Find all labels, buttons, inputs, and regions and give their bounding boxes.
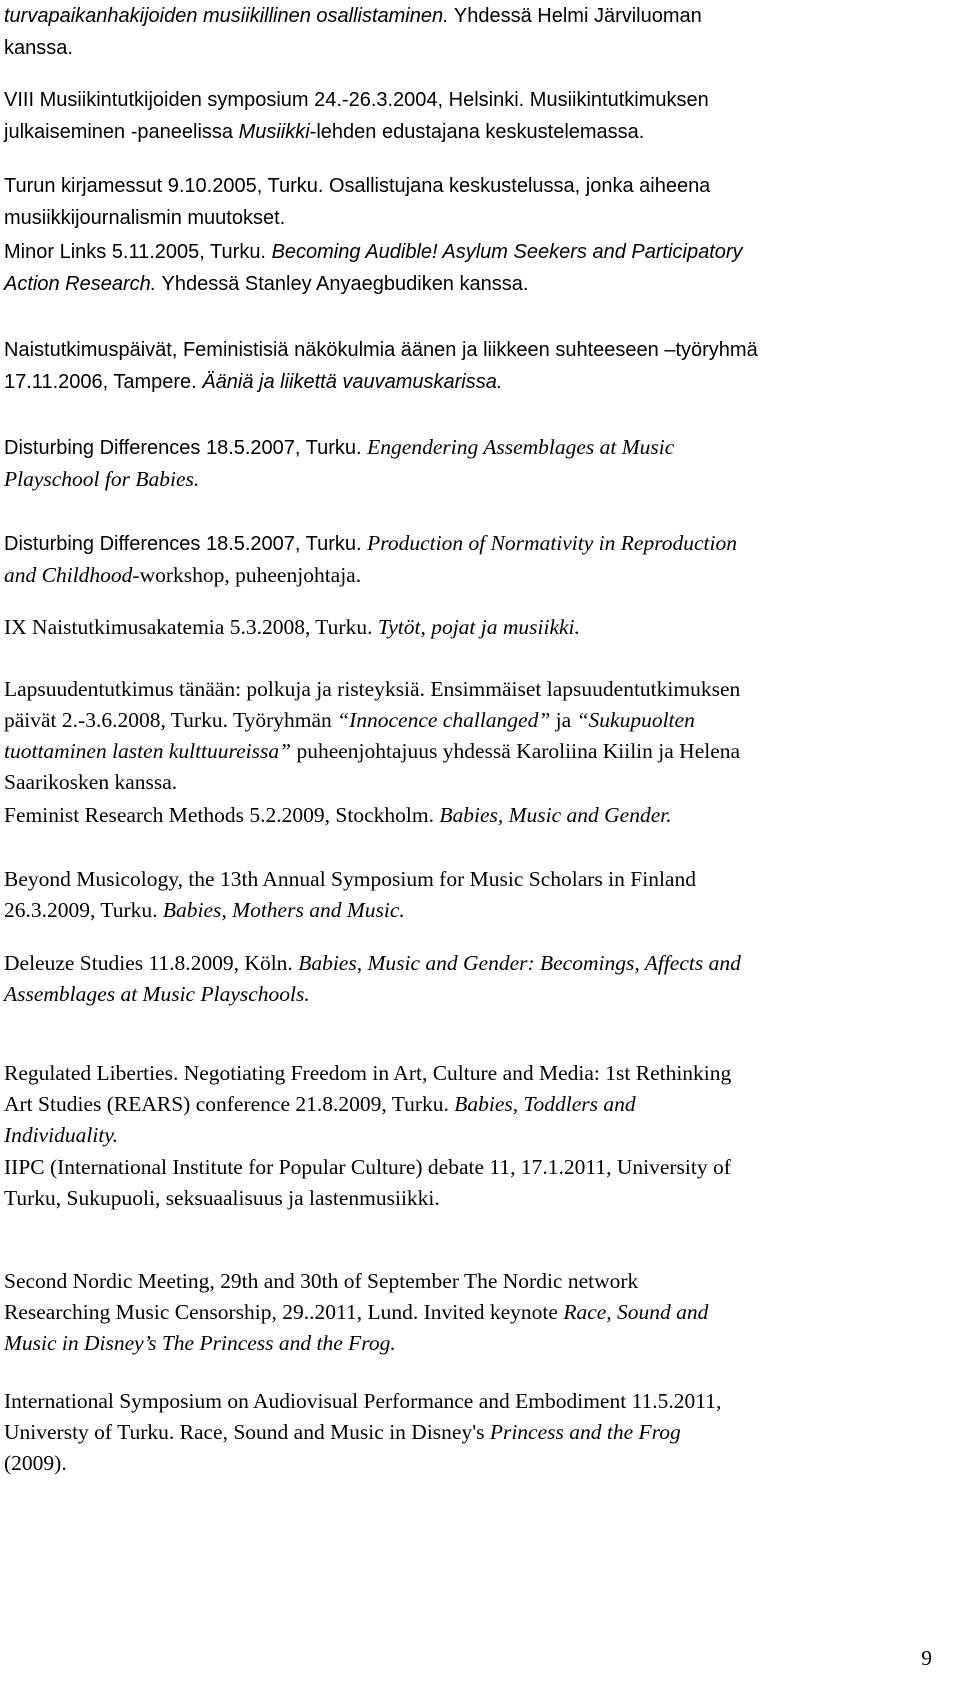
entry-line [4, 736, 959, 767]
entry-line [4, 116, 959, 148]
entry-line [4, 236, 959, 268]
entry-line [4, 1386, 959, 1417]
entry-line [4, 948, 959, 979]
entry-line [4, 864, 959, 895]
italic-title-text: turvapaikanhakijoiden musiikillinen osallistaminen. [4, 5, 449, 27]
entry-text: Beyond Musicology, the 13th Annual Symposium for Music Scholars in Finland [4, 867, 696, 891]
italic-title-text: Music in Disney’s The Princess and the Frog. [4, 1331, 396, 1355]
entry-line [4, 560, 959, 591]
italic-title-text: Babies, Music and Gender: Becomings, Affects and [298, 951, 741, 975]
entry-text: kanssa. [4, 37, 73, 59]
entry-line [4, 202, 959, 234]
entry-line [4, 1417, 959, 1448]
entry-text: päivät 2.-3.6.2008, Turku. Työryhmän [4, 708, 338, 732]
entry-text: Lapsuudentutkimus tänään: polkuja ja risteyksiä. Ensimmäiset lapsuudentutkimuksen [4, 677, 741, 701]
entry-text: Minor Links 5.11.2005, Turku. [4, 241, 272, 263]
conference-entry [4, 432, 959, 495]
entry-line [4, 1120, 959, 1151]
conference-entry [4, 84, 959, 148]
entry-line [4, 464, 959, 495]
italic-title-text: Engendering Assemblages at Music [367, 435, 675, 459]
entry-text: Deleuze Studies 11.8.2009, Köln. [4, 951, 299, 975]
entry-text: Universty of Turku. Race, Sound and Music in Disney's [4, 1420, 490, 1444]
entry-line [4, 979, 959, 1010]
conference-entry [4, 864, 959, 926]
entry-line [4, 84, 959, 116]
conference-entry [4, 528, 959, 591]
conference-entry [4, 1386, 959, 1479]
entry-text: Art Studies (REARS) conference 21.8.2009, Turku. [4, 1092, 455, 1116]
conference-entry [4, 1058, 959, 1151]
entry-text: (2009). [4, 1451, 67, 1475]
entry-line [4, 800, 959, 831]
conference-entry [4, 674, 959, 798]
italic-title-text: Princess and the Frog [489, 1420, 681, 1444]
entry-line [4, 705, 959, 736]
entry-text: 26.3.2009, Turku. [4, 898, 163, 922]
entry-text: Naistutkimuspäivät, Feministisiä näkökulmia äänen ja liikkeen suhteeseen –työryhmä [4, 339, 758, 361]
conference-entry [4, 236, 959, 300]
italic-title-text: Babies, Mothers and Music. [162, 898, 405, 922]
entry-line [4, 612, 959, 643]
entry-line [4, 528, 959, 560]
entry-text: Disturbing Differences 18.5.2007, Turku. [4, 533, 368, 555]
conference-entry [4, 948, 959, 1010]
italic-title-text: Playschool for Babies. [4, 467, 200, 491]
italic-title-text: Assemblages at Music Playschools. [4, 982, 310, 1006]
entry-line [4, 1448, 959, 1479]
entry-line [4, 1152, 959, 1183]
entry-line [4, 32, 959, 64]
entry-text: -workshop, puheenjohtaja. [132, 563, 362, 587]
entry-text: IX Naistutkimusakatemia 5.3.2008, Turku. [4, 615, 378, 639]
entry-text: julkaiseminen -paneelissa [4, 121, 239, 143]
italic-title-text: Action Research. [4, 273, 157, 295]
entry-text: Yhdessä Stanley Anyaegbudiken kanssa. [156, 273, 529, 295]
entry-line [4, 170, 959, 202]
entry-text: Feminist Research Methods 5.2.2009, Stockholm. [4, 803, 440, 827]
italic-title-text: Tytöt, pojat ja musiikki. [377, 615, 580, 639]
entry-text: IIPC (International Institute for Popular Culture) debate 11, 17.1.2011, University of [4, 1155, 731, 1179]
entry-text: Saarikosken kanssa. [4, 770, 178, 794]
entry-line [4, 674, 959, 705]
page-number: 9 [921, 1646, 932, 1670]
entry-line [4, 1089, 959, 1120]
entry-line [4, 366, 959, 398]
entry-text: Turun kirjamessut 9.10.2005, Turku. Osallistujana keskustelussa, jonka aiheena [4, 175, 711, 197]
italic-title-text: Babies, Toddlers and [454, 1092, 636, 1116]
entry-text: Turku, Sukupuoli, seksuaalisuus ja lastenmusiikki. [4, 1186, 440, 1210]
entry-line [4, 0, 959, 32]
conference-entry [4, 800, 959, 831]
entry-line [4, 1297, 959, 1328]
italic-title-text: Babies, Music and Gender. [439, 803, 672, 827]
conference-entry [4, 0, 959, 64]
conference-entry [4, 170, 959, 234]
entry-text: Disturbing Differences 18.5.2007, Turku. [4, 437, 368, 459]
italic-title-text: Becoming Audible! Asylum Seekers and Participatory [271, 241, 743, 263]
italic-title-text: tuottaminen lasten kulttuureissa” [4, 739, 292, 763]
conference-entry [4, 612, 959, 643]
entry-line [4, 1266, 959, 1297]
italic-title-text: Ääniä ja liikettä vauvamuskarissa. [202, 371, 503, 393]
entry-text: Regulated Liberties. Negotiating Freedom in Art, Culture and Media: 1st Rethinking [4, 1061, 732, 1085]
entry-text: ja [550, 708, 577, 732]
entry-line [4, 268, 959, 300]
conference-entry [4, 1266, 959, 1359]
entry-text: International Symposium on Audiovisual Performance and Embodiment 11.5.2011, [4, 1389, 722, 1413]
conference-entry [4, 334, 959, 398]
entry-line [4, 895, 959, 926]
italic-title-text: Musiikki [238, 121, 310, 143]
italic-title-text: “Sukupuolten [576, 708, 695, 732]
italic-title-text: Race, Sound and [563, 1300, 709, 1324]
entry-text: Yhdessä Helmi Järviluoman [448, 5, 702, 27]
entry-text: Second Nordic Meeting, 29th and 30th of September The Nordic network [4, 1269, 639, 1293]
entry-text: VIII Musiikintutkijoiden symposium 24.-26.3.2004, Helsinki. Musiikintutkimuksen [4, 89, 709, 111]
entry-text: 17.11.2006, Tampere. [4, 371, 203, 393]
entry-text: puheenjohtajuus yhdessä Karoliina Kiilin ja Helena [291, 739, 741, 763]
conference-entry [4, 1152, 959, 1214]
italic-title-text: Individuality. [4, 1123, 119, 1147]
entry-text: Researching Music Censorship, 29..2011, Lund. Invited keynote [4, 1300, 564, 1324]
entry-line [4, 1183, 959, 1214]
italic-title-text: “Innocence challanged” [337, 708, 551, 732]
entry-text: musiikkijournalismin muutokset. [4, 207, 286, 229]
entry-line [4, 432, 959, 464]
entry-text: -lehden edustajana keskustelemassa. [309, 121, 645, 143]
entry-line [4, 767, 959, 798]
entry-line [4, 334, 959, 366]
italic-title-text: Production of Normativity in Reproduction [367, 531, 738, 555]
entry-line [4, 1058, 959, 1089]
entry-line [4, 1328, 959, 1359]
italic-title-text: and Childhood [4, 563, 133, 587]
